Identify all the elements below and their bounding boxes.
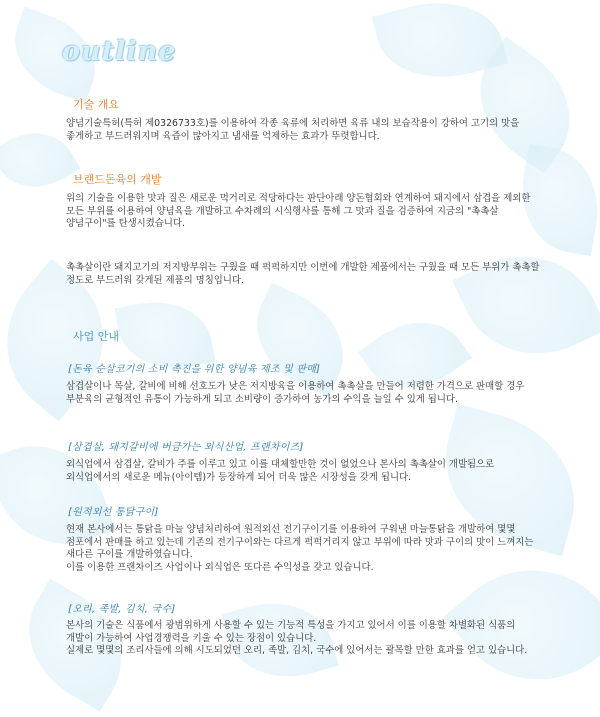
- brand-paragraph-2: [66, 262, 541, 287]
- section-text-1: [66, 381, 541, 406]
- section-text-2: [66, 459, 541, 484]
- section-body-3: 현재 본사에서는 통닭을 마늘 양념처리하여 원적외선 전기구이기를 이용하여 구워낸 마늘통닭을 개발하여 몇몇 점포에서 판매를 하고 있는데 기존의 전기구이와는 다르게 퍽퍽거리지 않고 부위에 따라 맛과 구이의 맛이 느껴지는 새다른 구이를 개발하였습니다.: [66, 524, 534, 561]
- section-title-2: [삼겹살, 돼지갈비에 버금가는 외식산업, 프랜차이즈]: [68, 442, 304, 453]
- section-title-4: [오리, 족발, 김치, 국수]: [68, 604, 176, 615]
- tech-paragraph: [66, 118, 541, 143]
- brand-text-1: 위의 기술을 이용한 맛과 질은 새로운 먹거리로 적당하다는 판단아래 양돈협회와 연계하여 돼지에서 삼겹을 제외한 모든 부위를 이용하여 양념육을 개발하고 수차례의 시식행사를 통해 그 맛과 질을 검증하여 지금의 "촉촉살 양념구이"를 탄생시켰습니다.: [66, 193, 531, 230]
- tech-heading: 기술 개요: [73, 98, 120, 111]
- section-body-4: 본사의 기술은 식품에서 광범위하게 사용할 수 있는 기능적 특성을 가지고 있어서 이를 이용할 차별화된 식품의 개발이 가능하여 사업경쟁력을 키울 수 있는 장점이 있습니다.: [66, 620, 516, 644]
- section-text-3: [66, 524, 541, 574]
- section-body-4b: 실제로 몇몇의 조리사들에 의해 시도되었던 오리, 족발, 김치, 국수에 있어서는 괄목할 만한 효과를 얻고 있습니다.: [66, 645, 528, 657]
- tech-text: 양념기술특허(특허 제0326733호)를 이용하여 각종 육류에 처리하면 육류 내의 보습작용이 강하여 고기의 맛을 좋게하고 부드러워지며 육즙이 많아지고 냄새를 억제하는 효과가 뚜렷합니다.: [66, 118, 520, 142]
- brand-text-2: 촉촉살이란 돼지고기의 저지방부위는 구웠을 때 퍽퍽하지만 이번에 개발한 제품에서는 구웠을 때 모든 부위가 촉촉할 정도로 부드러워 갖게된 제품의 명칭입니다.: [66, 262, 540, 286]
- brand-heading: 브랜드돈육의 개발: [73, 173, 162, 186]
- section-title-3: [원적외선 통닭구이]: [68, 507, 159, 518]
- outline-logo: outline: [62, 36, 177, 67]
- section-body-1: 삼겹살이나 목살, 갈비에 비해 선호도가 낮은 저지방육을 이용하여 촉촉살을 만들어 저렴한 가격으로 판매할 경우 부분육의 균형적인 유통이 가능하게 되고 소비량이 증가하여 농가의 수익을 늘일 수 있게 됩니다.: [66, 381, 525, 405]
- brand-paragraph-1: [66, 193, 541, 231]
- business-heading: 사업 안내: [73, 330, 120, 343]
- section-title-1: [돈육 순살코기의 소비 촉진을 위한 양념육 제조 및 판매]: [68, 364, 321, 375]
- section-body-2: 외식업에서 삼겹살, 갈비가 주를 이루고 있고 이를 대체할만한 것이 없었으나 본사의 촉촉살이 개발됨으로 외식업에서의 새로운 메뉴(아이템)가 등장하게 되어 더욱 많은 시장성을 갖게 됩니다.: [66, 459, 495, 483]
- section-text-4: [66, 620, 541, 658]
- section-body-3b: 이를 이용한 프랜차이즈 사업이나 외식업은 또다른 수익성을 갖고 있습니다.: [66, 561, 374, 573]
